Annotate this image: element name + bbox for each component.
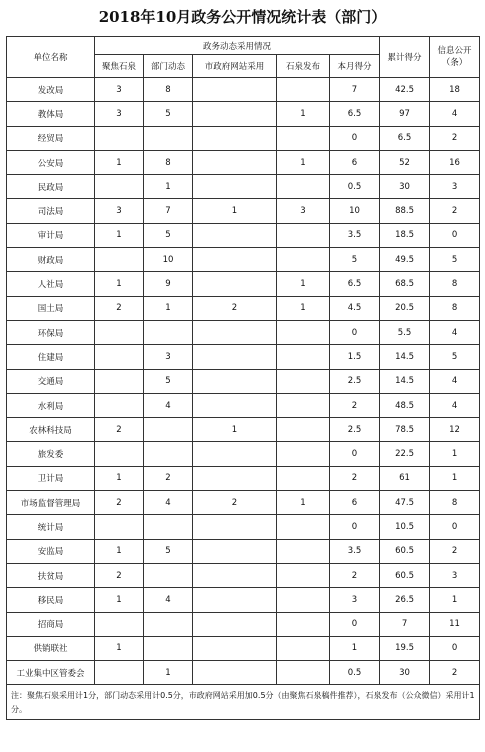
cell-unit: 招商局 bbox=[7, 612, 95, 636]
cell-c4: 1 bbox=[277, 150, 330, 174]
header-info-line2: （条） bbox=[441, 58, 468, 68]
cell-c2: 1 bbox=[144, 661, 193, 685]
cell-total: 18.5 bbox=[380, 223, 430, 247]
cell-month: 1 bbox=[330, 636, 380, 660]
cell-c2 bbox=[144, 126, 193, 150]
cell-c3 bbox=[193, 393, 277, 417]
cell-unit: 人社局 bbox=[7, 272, 95, 296]
cell-c2: 9 bbox=[144, 272, 193, 296]
cell-month: 7 bbox=[330, 78, 380, 102]
header-col-2: 部门动态 bbox=[144, 55, 193, 78]
cell-c4 bbox=[277, 466, 330, 490]
cell-c1 bbox=[95, 442, 144, 466]
cell-total: 10.5 bbox=[380, 515, 430, 539]
cell-info: 2 bbox=[430, 126, 480, 150]
cell-info: 3 bbox=[430, 563, 480, 587]
cell-unit: 环保局 bbox=[7, 320, 95, 344]
cell-c2: 3 bbox=[144, 345, 193, 369]
cell-total: 14.5 bbox=[380, 369, 430, 393]
cell-total: 20.5 bbox=[380, 296, 430, 320]
cell-info: 11 bbox=[430, 612, 480, 636]
cell-c3: 2 bbox=[193, 296, 277, 320]
cell-c1 bbox=[95, 661, 144, 685]
table-row bbox=[7, 418, 480, 442]
header-info bbox=[430, 37, 480, 78]
cell-month: 3.5 bbox=[330, 223, 380, 247]
table-row bbox=[7, 78, 480, 102]
cell-unit: 发改局 bbox=[7, 78, 95, 102]
cell-c2: 2 bbox=[144, 466, 193, 490]
table-row bbox=[7, 369, 480, 393]
cell-c4 bbox=[277, 175, 330, 199]
cell-c1 bbox=[95, 345, 144, 369]
cell-c3 bbox=[193, 612, 277, 636]
table-row bbox=[7, 442, 480, 466]
cell-info: 3 bbox=[430, 175, 480, 199]
cell-c3 bbox=[193, 661, 277, 685]
cell-total: 48.5 bbox=[380, 393, 430, 417]
table-row bbox=[7, 102, 480, 126]
cell-month: 4.5 bbox=[330, 296, 380, 320]
cell-c4 bbox=[277, 418, 330, 442]
cell-c1: 3 bbox=[95, 102, 144, 126]
cell-c3 bbox=[193, 248, 277, 272]
cell-month: 0 bbox=[330, 320, 380, 344]
cell-total: 30 bbox=[380, 661, 430, 685]
cell-info: 8 bbox=[430, 272, 480, 296]
cell-month: 2.5 bbox=[330, 418, 380, 442]
cell-c2: 10 bbox=[144, 248, 193, 272]
cell-total: 78.5 bbox=[380, 418, 430, 442]
cell-unit: 水利局 bbox=[7, 393, 95, 417]
cell-info: 1 bbox=[430, 442, 480, 466]
cell-total: 30 bbox=[380, 175, 430, 199]
cell-info: 2 bbox=[430, 661, 480, 685]
cell-month: 0.5 bbox=[330, 661, 380, 685]
cell-c4: 1 bbox=[277, 296, 330, 320]
cell-info: 4 bbox=[430, 102, 480, 126]
cell-c1: 1 bbox=[95, 636, 144, 660]
cell-month: 2 bbox=[330, 393, 380, 417]
cell-unit: 财政局 bbox=[7, 248, 95, 272]
cell-c4 bbox=[277, 248, 330, 272]
cell-total: 52 bbox=[380, 150, 430, 174]
cell-c2: 1 bbox=[144, 175, 193, 199]
cell-c4: 1 bbox=[277, 491, 330, 515]
cell-c1 bbox=[95, 612, 144, 636]
cell-c1: 3 bbox=[95, 78, 144, 102]
cell-total: 61 bbox=[380, 466, 430, 490]
cell-month: 10 bbox=[330, 199, 380, 223]
table-row bbox=[7, 612, 480, 636]
cell-c1: 2 bbox=[95, 491, 144, 515]
cell-month: 0.5 bbox=[330, 175, 380, 199]
cell-c4 bbox=[277, 563, 330, 587]
cell-c3 bbox=[193, 442, 277, 466]
header-info-line1: 信息公开 bbox=[437, 46, 472, 56]
cell-c1 bbox=[95, 175, 144, 199]
table-row bbox=[7, 150, 480, 174]
cell-info: 1 bbox=[430, 466, 480, 490]
cell-c2 bbox=[144, 320, 193, 344]
cell-info: 8 bbox=[430, 296, 480, 320]
cell-info: 5 bbox=[430, 248, 480, 272]
header-unit: 单位名称 bbox=[7, 37, 95, 78]
cell-c3 bbox=[193, 369, 277, 393]
cell-unit: 住建局 bbox=[7, 345, 95, 369]
cell-c3 bbox=[193, 345, 277, 369]
cell-c2: 7 bbox=[144, 199, 193, 223]
cell-c3: 1 bbox=[193, 199, 277, 223]
cell-unit: 移民局 bbox=[7, 588, 95, 612]
cell-c1: 1 bbox=[95, 223, 144, 247]
cell-info: 8 bbox=[430, 491, 480, 515]
cell-unit: 旅发委 bbox=[7, 442, 95, 466]
cell-c3 bbox=[193, 175, 277, 199]
cell-month: 6 bbox=[330, 150, 380, 174]
cell-month: 2 bbox=[330, 563, 380, 587]
cell-c4: 1 bbox=[277, 102, 330, 126]
page-title: 2018年10月政务公开情况统计表（部门） bbox=[98, 8, 387, 26]
cell-info: 5 bbox=[430, 345, 480, 369]
cell-c1 bbox=[95, 126, 144, 150]
cell-c1: 2 bbox=[95, 563, 144, 587]
table-row bbox=[7, 248, 480, 272]
cell-c4 bbox=[277, 636, 330, 660]
header-col-3: 市政府网站采用 bbox=[193, 55, 277, 78]
cell-total: 26.5 bbox=[380, 588, 430, 612]
header-col-5: 本月得分 bbox=[330, 55, 380, 78]
cell-c2 bbox=[144, 612, 193, 636]
cell-unit: 国土局 bbox=[7, 296, 95, 320]
cell-c4 bbox=[277, 126, 330, 150]
cell-c3 bbox=[193, 150, 277, 174]
cell-month: 6.5 bbox=[330, 272, 380, 296]
cell-unit: 公安局 bbox=[7, 150, 95, 174]
table-row bbox=[7, 466, 480, 490]
table-row bbox=[7, 491, 480, 515]
cell-c3 bbox=[193, 563, 277, 587]
cell-c2 bbox=[144, 515, 193, 539]
cell-total: 22.5 bbox=[380, 442, 430, 466]
cell-c4: 3 bbox=[277, 199, 330, 223]
cell-c3 bbox=[193, 515, 277, 539]
cell-c3 bbox=[193, 636, 277, 660]
table-row bbox=[7, 515, 480, 539]
cell-unit: 安监局 bbox=[7, 539, 95, 563]
cell-c3 bbox=[193, 223, 277, 247]
cell-c3 bbox=[193, 272, 277, 296]
cell-month: 0 bbox=[330, 612, 380, 636]
header-total: 累计得分 bbox=[380, 37, 430, 78]
cell-c1: 2 bbox=[95, 296, 144, 320]
cell-c1: 3 bbox=[95, 199, 144, 223]
cell-total: 47.5 bbox=[380, 491, 430, 515]
cell-c3 bbox=[193, 539, 277, 563]
cell-month: 0 bbox=[330, 126, 380, 150]
cell-month: 1.5 bbox=[330, 345, 380, 369]
table-row bbox=[7, 223, 480, 247]
cell-c2: 4 bbox=[144, 491, 193, 515]
cell-c4 bbox=[277, 320, 330, 344]
cell-info: 4 bbox=[430, 320, 480, 344]
cell-c1 bbox=[95, 248, 144, 272]
cell-unit: 市场监督管理局 bbox=[7, 491, 95, 515]
cell-c2: 8 bbox=[144, 78, 193, 102]
cell-month: 5 bbox=[330, 248, 380, 272]
cell-c2: 5 bbox=[144, 369, 193, 393]
cell-c1: 1 bbox=[95, 539, 144, 563]
cell-info: 12 bbox=[430, 418, 480, 442]
cell-total: 5.5 bbox=[380, 320, 430, 344]
cell-c2 bbox=[144, 418, 193, 442]
cell-c2: 1 bbox=[144, 296, 193, 320]
cell-info: 16 bbox=[430, 150, 480, 174]
cell-c1 bbox=[95, 393, 144, 417]
table-row bbox=[7, 588, 480, 612]
cell-info: 0 bbox=[430, 223, 480, 247]
table-body bbox=[7, 78, 480, 685]
cell-unit: 民政局 bbox=[7, 175, 95, 199]
statistics-table bbox=[6, 36, 480, 720]
cell-month: 6 bbox=[330, 491, 380, 515]
table-row bbox=[7, 199, 480, 223]
cell-unit: 供销联社 bbox=[7, 636, 95, 660]
cell-info: 18 bbox=[430, 78, 480, 102]
cell-unit: 司法局 bbox=[7, 199, 95, 223]
cell-c1 bbox=[95, 369, 144, 393]
cell-info: 0 bbox=[430, 515, 480, 539]
cell-c4 bbox=[277, 442, 330, 466]
header-col-1: 聚焦石泉 bbox=[95, 55, 144, 78]
cell-total: 14.5 bbox=[380, 345, 430, 369]
cell-unit: 扶贫局 bbox=[7, 563, 95, 587]
cell-total: 49.5 bbox=[380, 248, 430, 272]
cell-c4 bbox=[277, 393, 330, 417]
cell-month: 0 bbox=[330, 515, 380, 539]
cell-c4 bbox=[277, 345, 330, 369]
cell-info: 1 bbox=[430, 588, 480, 612]
cell-c2 bbox=[144, 636, 193, 660]
cell-c1: 1 bbox=[95, 272, 144, 296]
cell-c4 bbox=[277, 369, 330, 393]
table-row bbox=[7, 320, 480, 344]
header-row-1 bbox=[7, 37, 480, 55]
cell-c3 bbox=[193, 78, 277, 102]
cell-c3 bbox=[193, 466, 277, 490]
cell-month: 3.5 bbox=[330, 539, 380, 563]
header-group: 政务动态采用情况 bbox=[95, 37, 380, 55]
cell-c2 bbox=[144, 563, 193, 587]
cell-c1: 1 bbox=[95, 466, 144, 490]
table-row bbox=[7, 393, 480, 417]
cell-total: 42.5 bbox=[380, 78, 430, 102]
cell-total: 7 bbox=[380, 612, 430, 636]
cell-c2: 4 bbox=[144, 393, 193, 417]
table-row bbox=[7, 636, 480, 660]
cell-c4 bbox=[277, 223, 330, 247]
cell-total: 97 bbox=[380, 102, 430, 126]
cell-unit: 工业集中区管委会 bbox=[7, 661, 95, 685]
cell-c3: 2 bbox=[193, 491, 277, 515]
table-row bbox=[7, 272, 480, 296]
cell-c1: 2 bbox=[95, 418, 144, 442]
cell-unit: 卫计局 bbox=[7, 466, 95, 490]
table-row bbox=[7, 175, 480, 199]
cell-total: 68.5 bbox=[380, 272, 430, 296]
cell-c1: 1 bbox=[95, 588, 144, 612]
cell-c4 bbox=[277, 612, 330, 636]
cell-c1 bbox=[95, 320, 144, 344]
cell-total: 6.5 bbox=[380, 126, 430, 150]
cell-info: 0 bbox=[430, 636, 480, 660]
cell-month: 6.5 bbox=[330, 102, 380, 126]
cell-total: 19.5 bbox=[380, 636, 430, 660]
cell-c4 bbox=[277, 78, 330, 102]
cell-c3 bbox=[193, 126, 277, 150]
cell-unit: 交通局 bbox=[7, 369, 95, 393]
cell-c4 bbox=[277, 515, 330, 539]
cell-c4 bbox=[277, 588, 330, 612]
footnote: 注：聚焦石泉采用计1分，部门动态采用计0.5分，市政府网站采用加0.5分（由聚焦石泉稿件推荐），石泉发布（公众微信）采用计1分。 bbox=[7, 685, 480, 720]
cell-month: 2.5 bbox=[330, 369, 380, 393]
cell-c1: 1 bbox=[95, 150, 144, 174]
table-row bbox=[7, 563, 480, 587]
note-row bbox=[7, 685, 480, 720]
cell-c4: 1 bbox=[277, 272, 330, 296]
cell-c3 bbox=[193, 588, 277, 612]
cell-c2: 8 bbox=[144, 150, 193, 174]
cell-info: 4 bbox=[430, 369, 480, 393]
cell-unit: 统计局 bbox=[7, 515, 95, 539]
cell-total: 60.5 bbox=[380, 539, 430, 563]
cell-c4 bbox=[277, 661, 330, 685]
cell-c2: 5 bbox=[144, 539, 193, 563]
cell-unit: 农林科技局 bbox=[7, 418, 95, 442]
table-row bbox=[7, 296, 480, 320]
cell-month: 3 bbox=[330, 588, 380, 612]
table-row bbox=[7, 661, 480, 685]
cell-unit: 经贸局 bbox=[7, 126, 95, 150]
cell-c3: 1 bbox=[193, 418, 277, 442]
cell-c2: 4 bbox=[144, 588, 193, 612]
cell-c3 bbox=[193, 320, 277, 344]
header-col-4: 石泉发布 bbox=[277, 55, 330, 78]
cell-info: 4 bbox=[430, 393, 480, 417]
cell-info: 2 bbox=[430, 199, 480, 223]
table-row bbox=[7, 126, 480, 150]
cell-c2: 5 bbox=[144, 223, 193, 247]
cell-unit: 教体局 bbox=[7, 102, 95, 126]
cell-month: 0 bbox=[330, 442, 380, 466]
cell-month: 2 bbox=[330, 466, 380, 490]
cell-c3 bbox=[193, 102, 277, 126]
cell-c1 bbox=[95, 515, 144, 539]
cell-c2 bbox=[144, 442, 193, 466]
table-row bbox=[7, 345, 480, 369]
cell-unit: 审计局 bbox=[7, 223, 95, 247]
cell-total: 60.5 bbox=[380, 563, 430, 587]
table-row bbox=[7, 539, 480, 563]
cell-c4 bbox=[277, 539, 330, 563]
cell-info: 2 bbox=[430, 539, 480, 563]
cell-total: 88.5 bbox=[380, 199, 430, 223]
cell-c2: 5 bbox=[144, 102, 193, 126]
